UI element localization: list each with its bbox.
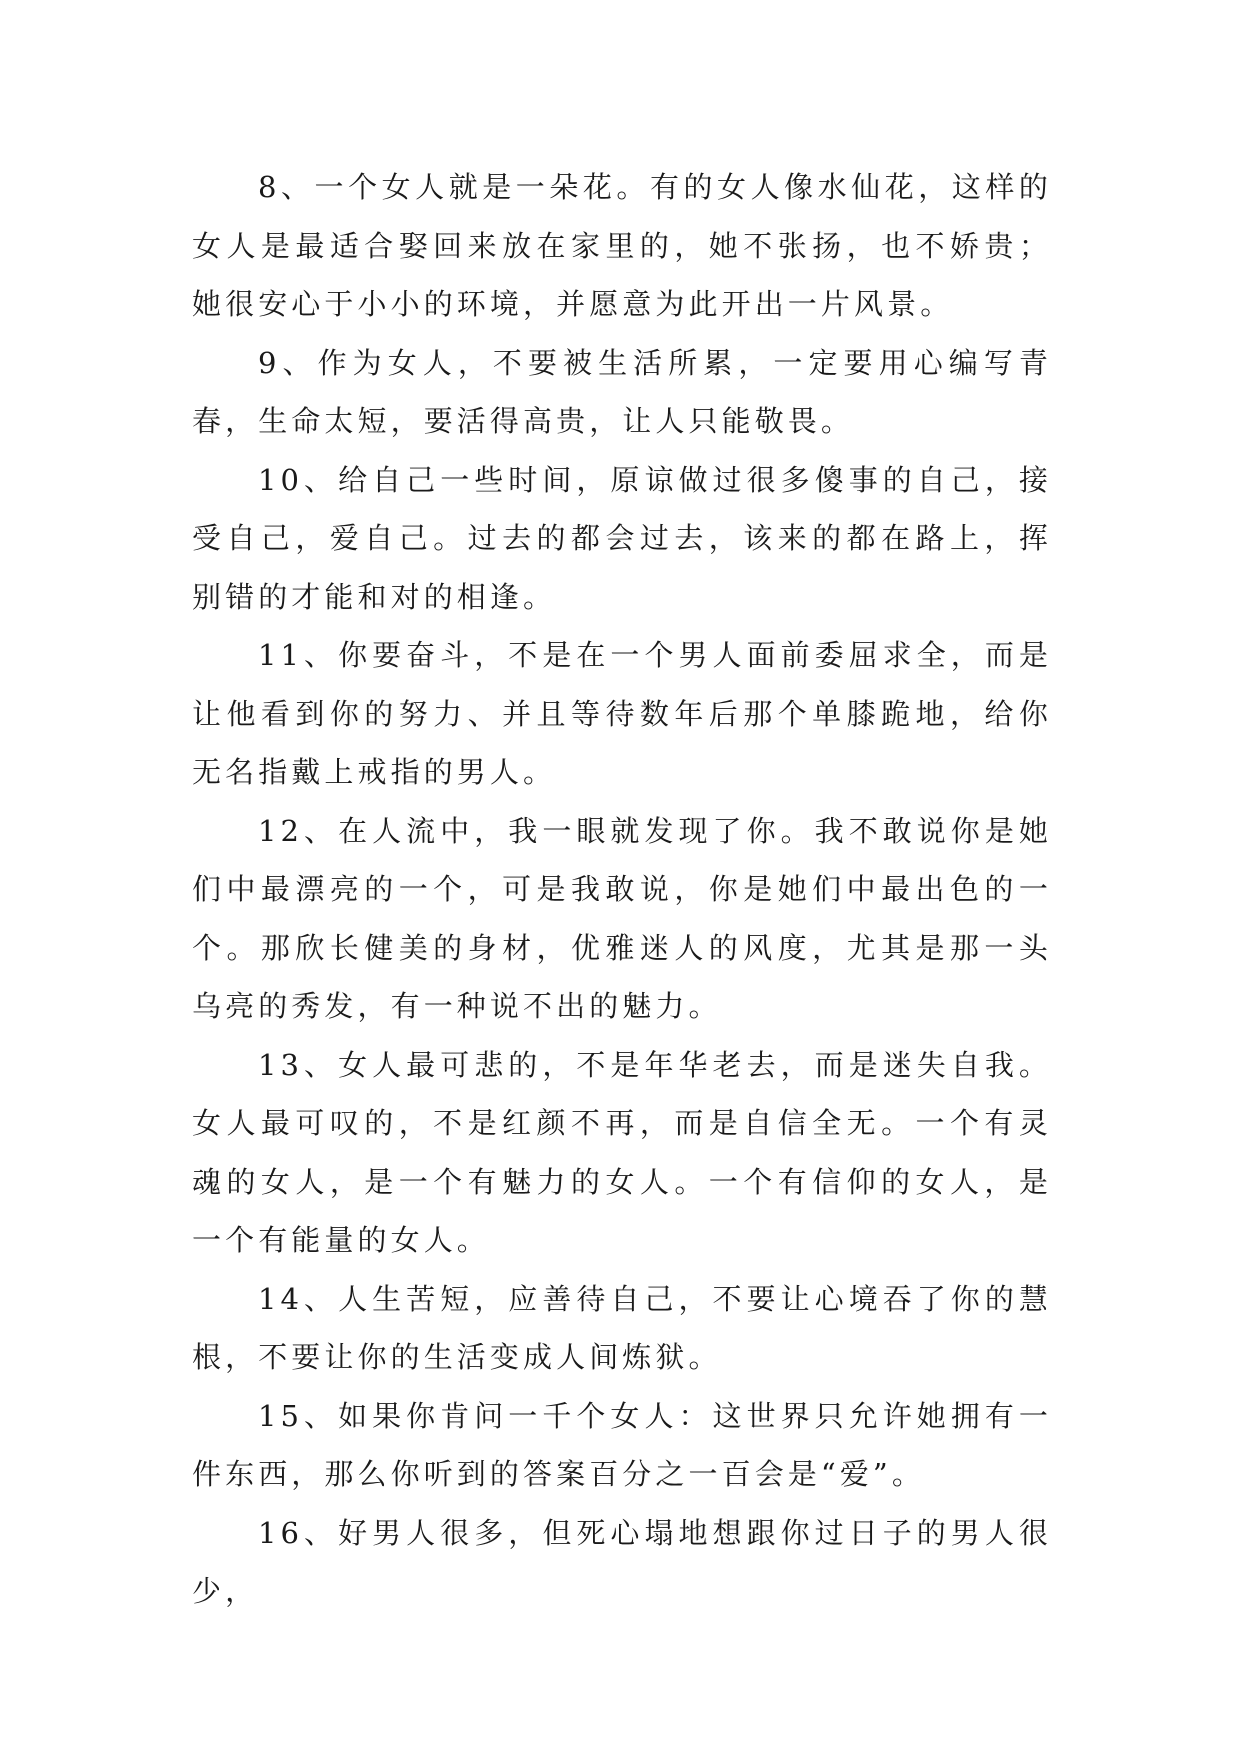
document-body — [192, 158, 1052, 1621]
paragraph-9: 9、作为女人，不要被生活所累，一定要用心编写青春，生命太短，要活得高贵，让人只能敬畏。 — [192, 345, 1052, 438]
paragraph-12: 12、在人流中，我一眼就发现了你。我不敢说你是她们中最漂亮的一个，可是我敢说，你是她们中最出色的一个。那欣长健美的身材，优雅迷人的风度，尤其是那一头乌亮的秀发，有一种说不出的魅力。 — [192, 813, 1052, 1023]
paragraph-8: 8、一个女人就是一朵花。有的女人像水仙花，这样的女人是最适合娶回来放在家里的，她不张扬，也不娇贵；她很安心于小小的环境，并愿意为此开出一片风景。 — [192, 170, 1052, 321]
paragraph-13: 13、女人最可悲的，不是年华老去，而是迷失自我。女人最可叹的，不是红颜不再，而是自信全无。一个有灵魂的女人，是一个有魅力的女人。一个有信仰的女人，是一个有能量的女人。 — [192, 1047, 1052, 1257]
paragraph-16: 16、好男人很多，但死心塌地想跟你过日子的男人很少， — [192, 1515, 1052, 1608]
paragraph-10: 10、给自己一些时间，原谅做过很多傻事的自己，接受自己，爱自己。过去的都会过去，该来的都在路上，挥别错的才能和对的相逢。 — [192, 462, 1052, 614]
paragraph-15: 15、如果你肯问一千个女人：这世界只允许她拥有一件东西，那么你听到的答案百分之一百会是“爱”。 — [192, 1398, 1052, 1491]
paragraph-11: 11、你要奋斗，不是在一个男人面前委屈求全，而是让他看到你的努力、并且等待数年后那个单膝跪地，给你无名指戴上戒指的男人。 — [192, 638, 1052, 789]
paragraph-14: 14、人生苦短，应善待自己，不要让心境吞了你的慧根，不要让你的生活变成人间炼狱。 — [192, 1281, 1052, 1374]
